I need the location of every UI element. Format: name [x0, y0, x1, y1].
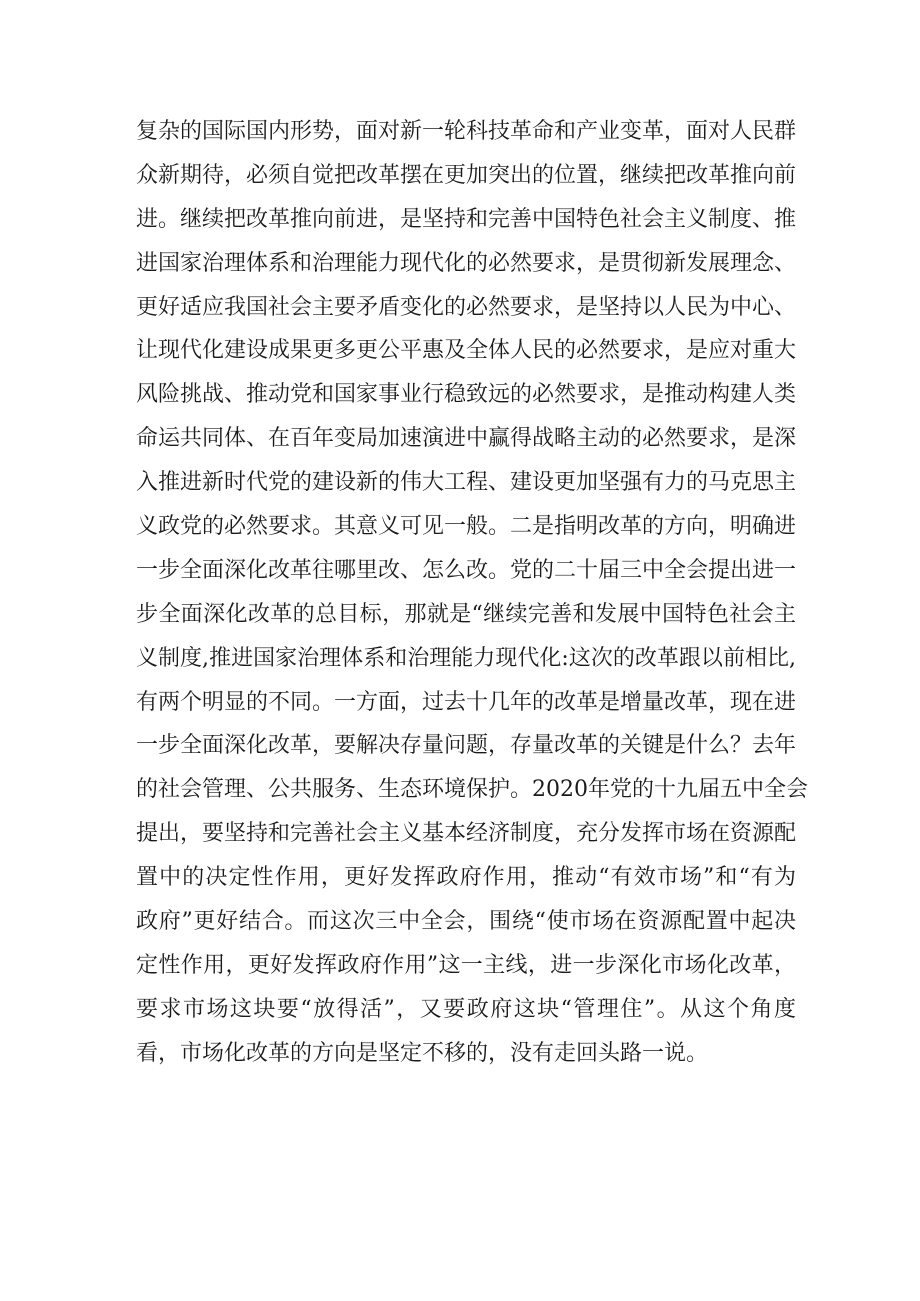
text-line-18: 置中的决定性作用，更好发挥政府作用，推动“有效市场”和“有为	[136, 865, 796, 891]
text-line-4: 进国家治理体系和治理能力现代化的必然要求，是贯彻新发展理念、	[136, 250, 797, 276]
text-line-16: 的社会管理、公共服务、生态环境保护。2020年党的十九届五中全会	[136, 777, 808, 803]
text-line-2: 众新期待，必须自觉把改革摆在更加突出的位置，继续把改革推向前	[136, 162, 797, 188]
text-line-5: 更好适应我国社会主要矛盾变化的必然要求，是坚持以人民为中心、	[136, 294, 797, 320]
text-line-17: 提出，要坚持和完善社会主义基本经济制度，充分发挥市场在资源配	[136, 821, 797, 847]
text-line-11: 一步全面深化改革往哪里改、怎么改。党的二十届三中全会提出进一	[136, 557, 797, 583]
text-line-7: 风险挑战、推动党和国家事业行稳致远的必然要求，是推动构建人类	[136, 382, 797, 408]
text-line-9: 入推进新时代党的建设新的伟大工程、建设更加坚强有力的马克思主	[136, 470, 797, 496]
text-line-15: 一步全面深化改革，要解决存量问题，存量改革的关键是什么？去年	[136, 733, 797, 759]
text-line-10: 义政党的必然要求。其意义可见一般。二是指明改革的方向，明确进	[136, 514, 797, 540]
text-line-22: 看，市场化改革的方向是坚定不移的，没有走回头路一说。	[136, 1040, 709, 1066]
text-line-1: 复杂的国际国内形势，面对新一轮科技革命和产业变革，面对人民群	[136, 119, 797, 144]
text-line-13: 义制度,推进国家治理体系和治理能力现代化:这次的改革跟以前相比,	[136, 645, 796, 671]
text-line-12: 步全面深化改革的总目标，那就是“继续完善和发展中国特色社会主	[136, 601, 796, 627]
body-paragraph	[136, 110, 808, 1076]
text-line-14: 有两个明显的不同。一方面，过去十几年的改革是增量改革，现在进	[136, 689, 797, 715]
text-line-21: 要求市场这块要“放得活”，又要政府这块“管理住”。从这个角度	[136, 996, 796, 1022]
text-line-8: 命运共同体、在百年变局加速演进中赢得战略主动的必然要求，是深	[136, 426, 797, 452]
text-line-6: 让现代化建设成果更多更公平惠及全体人民的必然要求，是应对重大	[136, 338, 797, 364]
text-line-19: 政府”更好结合。而这次三中全会，围绕“使市场在资源配置中起决	[136, 909, 796, 935]
text-line-3: 进。继续把改革推向前进，是坚持和完善中国特色社会主义制度、推	[136, 206, 797, 232]
text-line-20: 定性作用，更好发挥政府作用”这一主线，进一步深化市场化改革，	[136, 952, 796, 978]
